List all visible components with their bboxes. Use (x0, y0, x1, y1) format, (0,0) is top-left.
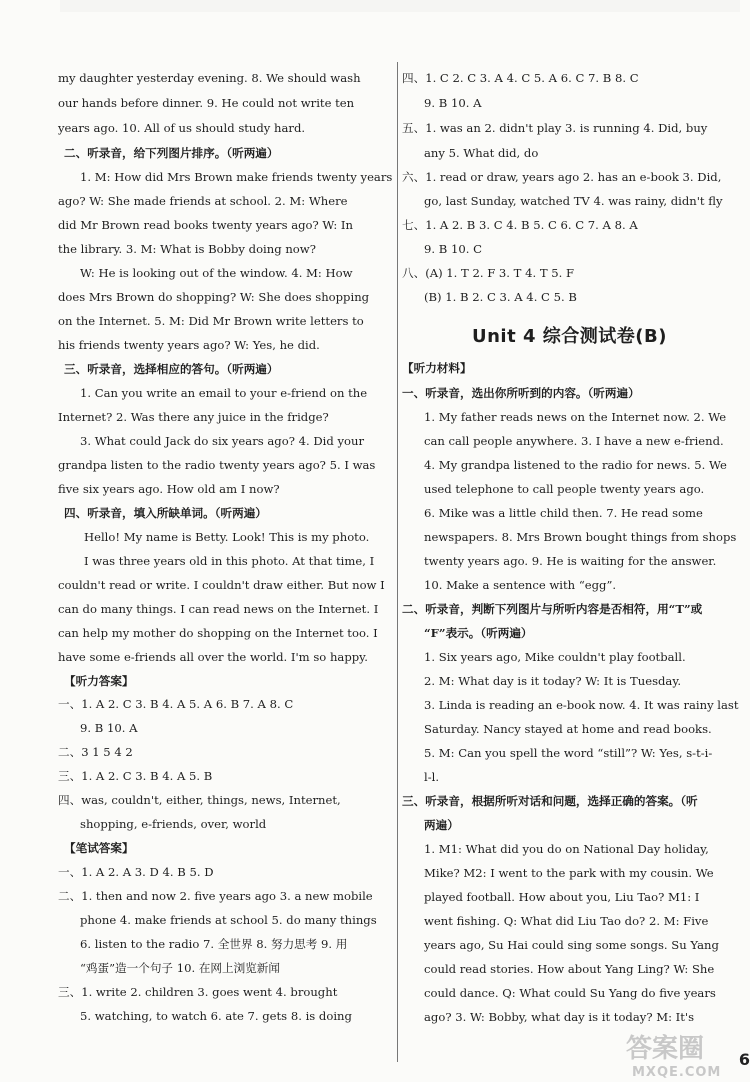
right-text-line: twenty years ago. 9. He is waiting for the answer. (424, 554, 717, 568)
right-text-line: newspapers. 8. Mrs Brown bought things from shops (424, 530, 737, 544)
right-text-line: played football. How about you, Liu Tao? M1: I (424, 890, 700, 904)
left-text-line: couldn't read or write. I couldn't draw either. But now I (58, 578, 385, 592)
left-text-line: five six years ago. How old am I now? (58, 482, 280, 496)
left-text-line: our hands before dinner. 9. He could not write ten (58, 96, 355, 110)
left-text-line: have some e-friends all over the world. I'm so happy. (58, 650, 368, 664)
right-text-line: 9. B 10. A (424, 96, 482, 110)
left-text-line: 二、听录音，给下列图片排序。（听两遍） (64, 146, 279, 160)
right-text-line: (B) 1. B 2. C 3. A 4. C 5. B (424, 290, 577, 304)
left-text-line: can help my mother do shopping on the Internet too. I (58, 626, 378, 640)
right-text-line: 四、1. C 2. C 3. A 4. C 5. A 6. C 7. B 8. C (402, 71, 639, 85)
right-text-line: 两遍） (424, 818, 459, 832)
right-text-line: 一、听录音，选出你所听到的内容。（听两遍） (402, 386, 640, 400)
left-text-line: 二、3 1 5 4 2 (58, 745, 133, 759)
right-text-line: 六、1. read or draw, years ago 2. has an e-book 3. Did, (402, 170, 722, 184)
left-text-line: 1. Can you write an email to your e-friend on the (80, 386, 368, 400)
left-text-line: 5. watching, to watch 6. ate 7. gets 8. is doing (80, 1009, 352, 1023)
left-text-line: W: He is looking out of the window. 4. M: How (80, 266, 353, 280)
right-text-line: 10. Make a sentence with “egg”. (424, 578, 617, 592)
left-text-line: “鸡蛋”造一个句子 10. 在网上浏览新闻 (80, 961, 280, 975)
right-text-line: years ago, Su Hai could sing some songs. Su Yang (424, 938, 719, 952)
right-text-line: 二、听录音，判断下列图片与所听内容是否相符，用“T”或 (402, 602, 703, 616)
left-text-line: can do many things. I can read news on the Internet. I (58, 602, 379, 616)
right-text-line: any 5. What did, do (424, 146, 539, 160)
right-text-line: 2. M: What day is it today? W: It is Tuesday. (424, 674, 682, 688)
right-text-line: 1. Six years ago, Mike couldn't play football. (424, 650, 686, 664)
right-text-line: Saturday. Nancy stayed at home and read books. (424, 722, 712, 736)
right-text-line: 5. M: Can you spell the word “still”? W: Yes, s-t-i- (424, 746, 713, 760)
right-text-line: 【听力材料】 (402, 361, 472, 375)
left-text-line: 【笔试答案】 (64, 841, 134, 855)
right-text-line: 4. My grandpa listened to the radio for news. 5. We (424, 458, 727, 472)
watermark-logo (626, 1028, 721, 1080)
left-text-line: 三、1. A 2. C 3. B 4. A 5. B (58, 769, 213, 783)
right-text-line: go, last Sunday, watched TV 4. was rainy, didn't fly (424, 194, 723, 208)
left-text-line: does Mrs Brown do shopping? W: She does shopping (58, 290, 370, 304)
right-text-line: ago? 3. W: Bobby, what day is it today? M: It's (424, 1010, 695, 1024)
left-text-line: years ago. 10. All of us should study hard. (58, 121, 306, 135)
right-text-line: “F”表示。（听两遍） (424, 626, 533, 640)
left-text-line: I was three years old in this photo. At that time, I (84, 554, 375, 568)
left-text-line: 三、听录音，选择相应的答句。（听两遍） (64, 362, 279, 376)
right-text-line: can call people anywhere. 3. I have a new e-friend. (424, 434, 724, 448)
left-text-line: 三、1. write 2. children 3. goes went 4. brought (58, 985, 338, 999)
left-text-line: 四、听录音，填入所缺单词。（听两遍） (64, 506, 267, 520)
left-text-line: 3. What could Jack do six years ago? 4. Did your (80, 434, 364, 448)
right-text-line: 八、(A) 1. T 2. F 3. T 4. T 5. F (402, 266, 575, 280)
left-text-line: 1. M: How did Mrs Brown make friends twenty years (80, 170, 393, 184)
left-text-line: phone 4. make friends at school 5. do many things (80, 913, 377, 927)
page-number: 6 (738, 1050, 750, 1069)
unit-title: Unit 4 综合测试卷(B) (472, 326, 667, 347)
column-divider (397, 62, 398, 1062)
left-text-line: ago? W: She made friends at school. 2. M: Where (58, 194, 348, 208)
right-text-line: went fishing. Q: What did Liu Tao do? 2. M: Five (424, 914, 709, 928)
left-text-line: 一、1. A 2. A 3. D 4. B 5. D (58, 865, 214, 879)
left-text-line: my daughter yesterday evening. 8. We should wash (58, 71, 361, 85)
left-text-line: on the Internet. 5. M: Did Mr Brown write letters to (58, 314, 364, 328)
page-top-edge (60, 0, 740, 12)
right-text-line: 3. Linda is reading an e-book now. 4. It was rainy last (424, 698, 739, 712)
left-text-line: shopping, e-friends, over, world (80, 817, 267, 831)
right-text-line: 三、听录音，根据所听对话和问题，选择正确的答案。（听 (402, 794, 698, 808)
left-text-line: did Mr Brown read books twenty years ago? W: In (58, 218, 353, 232)
right-text-line: 五、1. was an 2. didn't play 3. is running 4. Did, buy (402, 121, 708, 135)
watermark-url: MXQE.COM (632, 1065, 722, 1080)
left-text-line: 一、1. A 2. C 3. B 4. A 5. A 6. B 7. A 8. C (58, 697, 294, 711)
left-text-line: 二、1. then and now 2. five years ago 3. a new mobile (58, 889, 373, 903)
right-text-line: 1. M1: What did you do on National Day holiday, (424, 842, 709, 856)
right-text-line: l-l. (424, 770, 440, 784)
right-text-line: 9. B 10. C (424, 242, 482, 256)
right-text-line: 七、1. A 2. B 3. C 4. B 5. C 6. C 7. A 8. A (402, 218, 638, 232)
left-text-line: 6. listen to the radio 7. 全世界 8. 努力思考 9. 用 (80, 937, 348, 951)
left-text-line: 9. B 10. A (80, 721, 138, 735)
left-text-line: the library. 3. M: What is Bobby doing now? (58, 242, 316, 256)
watermark-text: 答案圈 (626, 1034, 705, 1064)
left-text-line: 【听力答案】 (64, 674, 134, 688)
right-text-line: Mike? M2: I went to the park with my cousin. We (424, 866, 714, 880)
left-text-line: 四、was, couldn't, either, things, news, Internet, (58, 793, 341, 807)
left-text-line: grandpa listen to the radio twenty years ago? 5. I was (58, 458, 376, 472)
left-text-line: Hello! My name is Betty. Look! This is my photo. (84, 530, 370, 544)
right-text-line: 1. My father reads news on the Internet now. 2. We (424, 410, 727, 424)
right-text-line: used telephone to call people twenty years ago. (424, 482, 705, 496)
right-text-line: could read stories. How about Yang Ling? W: She (424, 962, 715, 976)
right-text-line: could dance. Q: What could Su Yang do five years (424, 986, 716, 1000)
left-text-line: Internet? 2. Was there any juice in the fridge? (58, 410, 329, 424)
left-text-line: his friends twenty years ago? W: Yes, he did. (58, 338, 320, 352)
right-text-line: 6. Mike was a little child then. 7. He read some (424, 506, 703, 520)
